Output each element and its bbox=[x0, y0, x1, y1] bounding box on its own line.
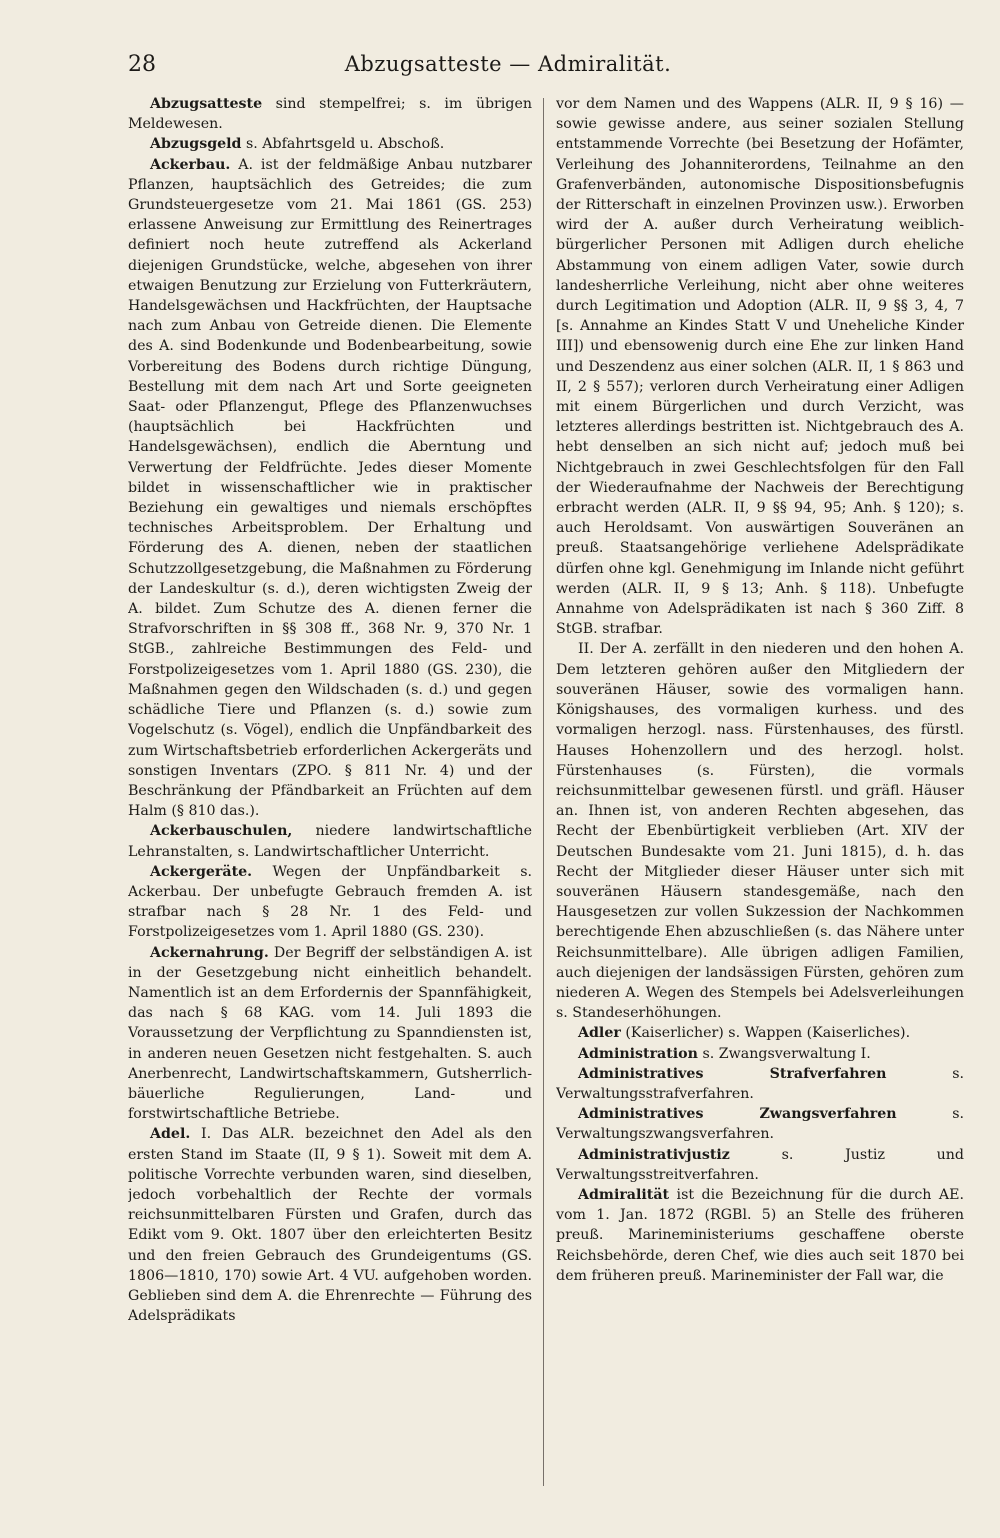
entry-lemma: Ackerbau. bbox=[150, 156, 231, 173]
entry-lemma: Ackergeräte. bbox=[150, 863, 253, 880]
entry-text: A. ist der feldmäßige Anbau nutzbarer Pflanzen, hauptsächlich des Getreides; die zum Grundsteuergesetze vom 21. Mai 1861 (GS. 253) erlassene Anweisung zur Ermittlung des Reinertrages definiert noch heute zutreffend als Ackerland diejenigen Grundstücke, welche, abgesehen von ihrer etwaigen Benutzung zur Erzielung von Futterkräutern, Handelsgewächsen und Hackfrüchten, der Hauptsache nach zum Anbau von Getreide dienen. Die Elemente des A. sind Bodenkunde und Bodenbearbeitung, sowie Vorbereitung des Bodens durch richtige Düngung, Bestellung mit dem nach Art und Sorte geeigneten Saat- oder Pflanzengut, Pflege des Pflanzenwuchses (hauptsächlich bei Hackfrüchten und Handelsgewächsen), endlich die Aberntung und Verwertung der Feldfrüchte. Jedes dieser Momente bildet in wissenschaftlicher wie in praktischer Beziehung ein gewaltiges und niemals erschöpftes technisches Arbeitsproblem. Der Erhaltung und Förderung des A. dienen, neben der staatlichen Schutzzollgesetzgebung, die Maßnahmen zu Förderung der Landeskultur (s. d.), deren wichtigsten Zweig der A. bildet. Zum Schutze des A. dienen ferner die Strafvorschriften in §§ 308 ff., 368 Nr. 9, 370 Nr. 1 StGB., zahlreiche Bestimmungen des Feld- und Forstpolizeigesetzes vom 1. April 1880 (GS. 230), die Maßnahmen gegen den Wildschaden (s. d.) und gegen schädliche Tiere und Pflanzen (s. d.) sowie zum Vogelschutz (s. Vögel), endlich die Unpfändbarkeit des zum Wirtschaftsbetrieb erforderlichen Ackergeräts und sonstigen Inventars (ZPO. § 811 Nr. 4) und der Beschränkung der Pfändbarkeit an Früchten auf dem Halm (§ 810 das.). bbox=[128, 156, 532, 820]
entry-text: (Kaiserlicher) s. Wappen (Kaiserliches). bbox=[620, 1025, 911, 1042]
entry-lemma: Abzugsatteste bbox=[150, 96, 263, 112]
entry-text: I. Das ALR. bezeichnet den Adel als den ersten Stand im Staate (II, 9 § 1). Soweit mit dem A. politische Vorrechte verbunden waren, sind dieselben, jedoch vorbehaltlich der Rechte der vormals reichsunmittelbaren Fürsten und Grafen, durch das Edikt vom 9. Okt. 1807 über den erleichterten Besitz und den freien Gebrauch des Grundeigentums (GS. 1806—1810, 170) sowie Art. 4 VU. aufgehoben worden. Geblieben sind dem A. die Ehrenrechte — Führung des Adelsprädikats bbox=[128, 1126, 532, 1325]
running-head: Abzugsatteste — Admiralität. bbox=[344, 52, 672, 76]
entry-ackergeraete bbox=[128, 862, 532, 943]
page-number: 28 bbox=[128, 52, 156, 77]
entry-lemma: Administrativjustiz bbox=[578, 1146, 730, 1163]
entry-administration bbox=[556, 1044, 964, 1064]
entry-adel bbox=[128, 1124, 532, 1326]
entry-lemma: Ackerbauschulen, bbox=[150, 823, 293, 840]
entry-text: Der Begriff der selbständigen A. ist in der Gesetzgebung nicht einheitlich behandelt. Namentlich ist an dem Erfordernis der Spannfähigkeit, das nach § 68 KAG. vom 14. Juli 1893 die Voraussetzung der Verpflichtung zu Spanndiensten ist, in anderen neuen Gesetzen nicht festgehalten. S. auch Anerbenrecht, Landwirtschaftskammern, Gutsherrlich-bäuerliche Regulierungen, Land- und forstwirtschaftliche Betriebe. bbox=[128, 944, 532, 1123]
entry-abzugsatteste bbox=[128, 94, 532, 134]
page-header bbox=[128, 44, 888, 80]
entry-admiralitaet bbox=[556, 1185, 964, 1286]
right-column bbox=[556, 94, 964, 1494]
entry-text: Wegen der Unpfändbarkeit s. Ackerbau. Der unbefugte Gebrauch fremden A. ist strafbar nach § 28 Nr. 1 des Feld- und Forstpolizeigesetzes vom 1. April 1880 (GS. 230). bbox=[128, 863, 532, 941]
entry-text: II. Der A. zerfällt in den niederen und den hohen A. Dem letzteren gehören außer den Mitgliedern der souveränen Häuser, sowie des vormaligen hann. Königshauses, des vormaligen kurhess. und des vormaligen herzogl. nass. Fürstenhauses, des fürstl. Hauses Hohenzollern und des herzogl. holst. Fürstenhauses (s. Fürsten), die vormals reichsunmittelbar gewesenen fürstl. und gräfl. Häuser an. Ihnen ist, von anderen Rechten abgesehen, das Recht der Ebenbürtigkeit verblieben (Art. XIV der Deutschen Bundesakte vom 21. Juni 1815), d. h. das Recht der Mitglieder dieser Häuser unter sich mit souveränen Häusern standesgemäße, nach den Hausgesetzen zur vollen Sukzession der Nachkommen berechtigende Ehen abzuschließen (s. das Nähere unter Reichsunmittelbare). Alle übrigen adligen Familien, auch diejenigen der landsässigen Fürsten, gehören zum niederen A. Wegen des Stempels bei Adelsverleihungen s. Standeserhöhungen. bbox=[556, 641, 964, 1022]
entry-administratives-strafverfahren bbox=[556, 1064, 964, 1104]
entry-lemma: Admiralität bbox=[578, 1186, 670, 1203]
entry-adel-continued bbox=[556, 94, 964, 639]
entry-ackerbauschulen bbox=[128, 821, 532, 861]
entry-administratives-zwangsverfahren bbox=[556, 1104, 964, 1144]
entry-ackernahrung bbox=[128, 943, 532, 1125]
entry-text: s. Verwaltungszwangsverfahren. bbox=[556, 1106, 964, 1143]
entry-lemma: Administratives Zwangsverfahren bbox=[578, 1106, 897, 1123]
entry-text: s. Justiz und Verwaltungsstreitverfahren. bbox=[556, 1146, 964, 1183]
entry-text: niedere landwirtschaftliche Lehranstalten, s. Landwirtschaftlicher Unterricht. bbox=[128, 823, 532, 860]
entry-lemma: Adler bbox=[578, 1025, 621, 1042]
entry-text: ist die Bezeichnung für die durch AE. vom 1. Jan. 1872 (RGBl. 5) an Stelle des früheren preuß. Marineministeriums geschaffene oberste Reichsbehörde, deren Chef, wie dies auch seit 1870 bei dem früheren preuß. Marineminister der Fall war, die bbox=[556, 1186, 964, 1284]
entry-text: s. Verwaltungsstrafverfahren. bbox=[556, 1065, 964, 1102]
entry-adler bbox=[556, 1023, 964, 1043]
entry-administrativjustiz bbox=[556, 1145, 964, 1185]
entry-abzugsgeld bbox=[128, 134, 532, 154]
entry-text: s. Abfahrtsgeld u. Abschoß. bbox=[241, 136, 445, 153]
entry-lemma: Administratives Strafverfahren bbox=[578, 1065, 887, 1082]
entry-text: vor dem Namen und des Wappens (ALR. II, 9 § 16) — sowie gewisse andere, aus seiner sozialen Stellung entstammende Vorrechte (bei Besetzung der Hofämter, Verleihung des Johanniterordens, Teilnahme an den Grafenverbänden, autonomische Dispositionsbefugnis der Ritterschaft in einzelnen Provinzen usw.). Erworben wird der A. außer durch Verheiratung weiblich-bürgerlicher Personen mit Adligen durch eheliche Abstammung von einem adligen Vater, sowie durch landesherrliche Verleihung, nicht aber ohne weiteres durch Legitimation und Adoption (ALR. II, 9 §§ 3, 4, 7 [s. Annahme an Kindes Statt V und Uneheliche Kinder III]) und ebensowenig durch eine Ehe zur linken Hand und Deszendenz aus einer solchen (ALR. II, 1 § 863 und II, 2 § 557); verloren durch Verheiratung einer Adligen mit einem Bürgerlichen und durch Verzicht, was letzteres allerdings bestritten ist. Nichtgebrauch des A. hebt denselben an sich nicht auf; jedoch muß bei Nichtgebrauch in zwei Geschlechtsfolgen für den Fall der Wiederaufnahme der Nachweis der Berechtigung erbracht werden (ALR. II, 9 §§ 94, 95; Anh. § 120); s. auch Heroldsamt. Von auswärtigen Souveränen an preuß. Staatsangehörige verliehene Adelsprädikate dürfen ohne kgl. Genehmigung im Inlande nicht geführt werden (ALR. II, 9 § 13; Anh. § 118). Unbefugte Annahme von Adelsprädikaten ist nach § 360 Ziff. 8 StGB. strafbar. bbox=[556, 96, 964, 638]
entry-lemma: Adel. bbox=[150, 1126, 191, 1143]
column-divider bbox=[543, 98, 544, 1486]
entry-adel-section-ii bbox=[556, 639, 964, 1023]
left-column bbox=[128, 94, 532, 1494]
entry-lemma: Administration bbox=[578, 1045, 698, 1062]
entry-text: s. Zwangsverwaltung I. bbox=[697, 1045, 871, 1062]
entry-lemma: Abzugsgeld bbox=[150, 136, 242, 153]
entry-ackerbau bbox=[128, 155, 532, 822]
entry-text: sind stempelfrei; s. im übrigen Meldewesen. bbox=[128, 96, 532, 133]
entry-lemma: Ackernahrung. bbox=[150, 944, 269, 961]
